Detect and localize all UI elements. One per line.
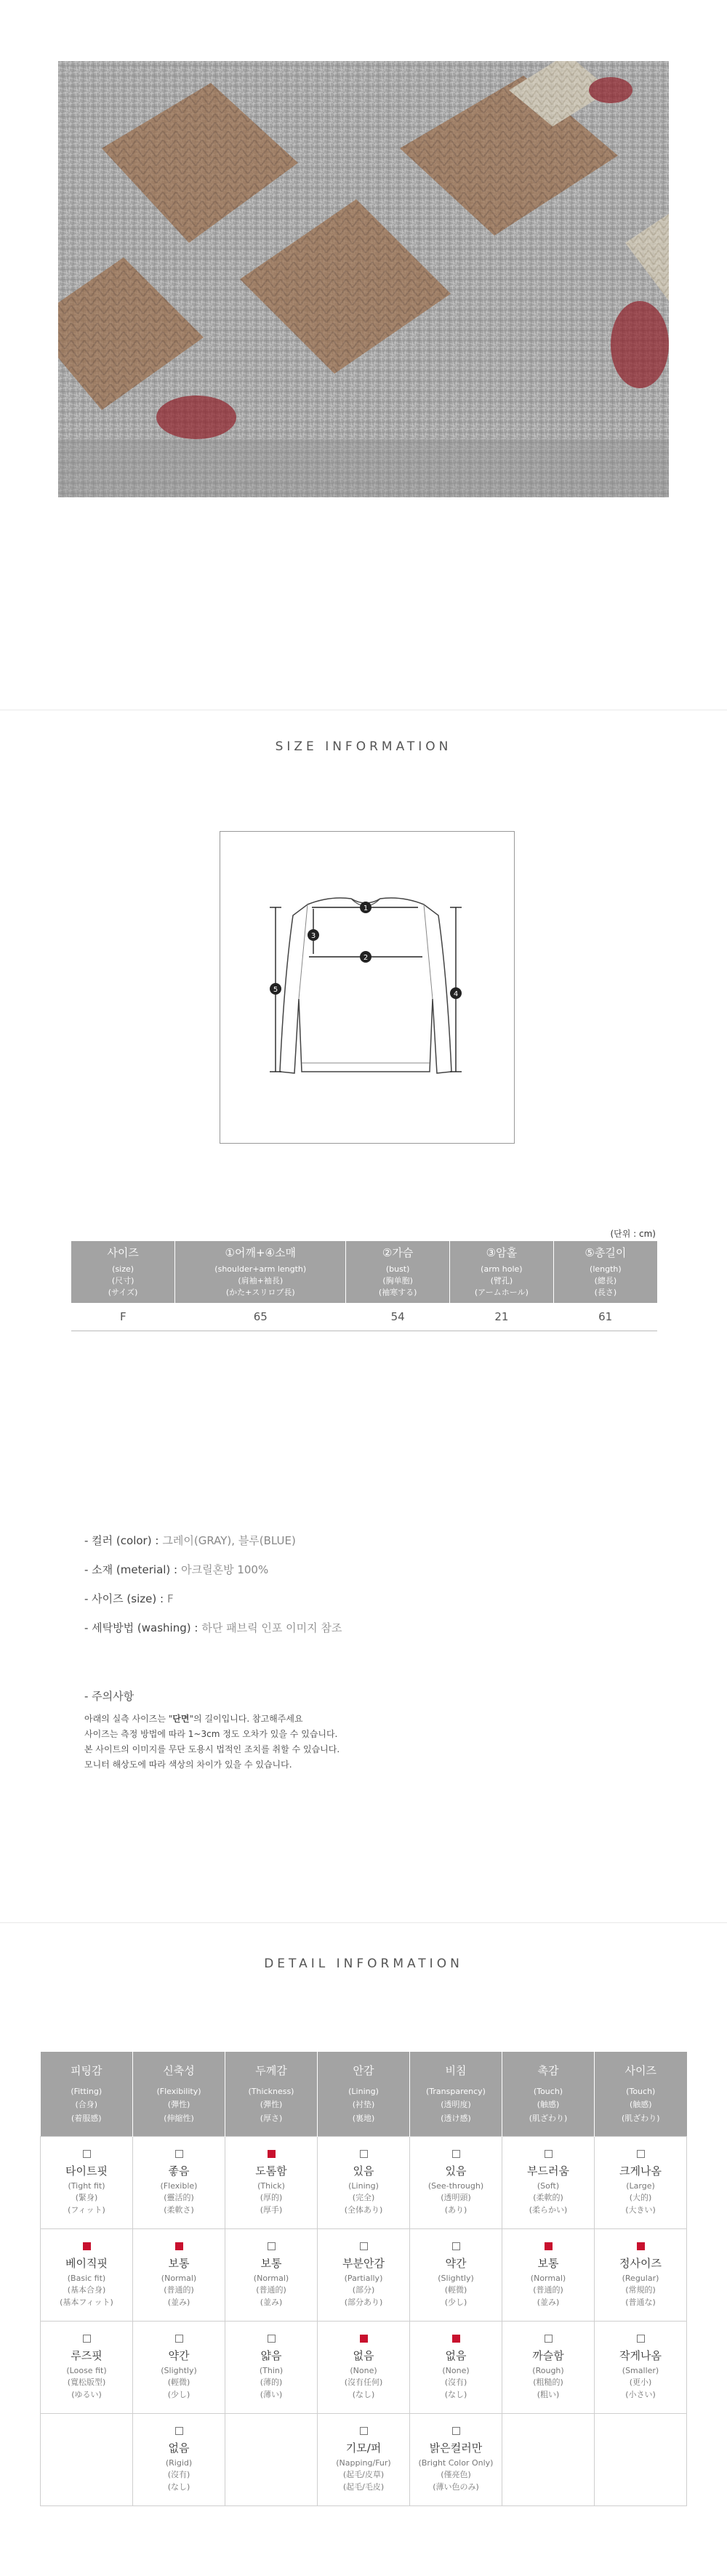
detail-cell xyxy=(595,2414,687,2506)
detail-cell xyxy=(133,2229,225,2322)
checkbox-unchecked xyxy=(83,2335,91,2343)
detail-cell xyxy=(318,2229,410,2322)
length-cell: 61 xyxy=(553,1303,657,1331)
detail-option-sub: (柔らかい) xyxy=(529,2204,568,2215)
info-size xyxy=(84,1591,342,1620)
detail-option-sub: (See-through) xyxy=(427,2180,484,2191)
detail-option-label: 도톰함 xyxy=(255,2164,287,2178)
diagram-marker-5 xyxy=(270,983,281,995)
detail-option-sub: (少し) xyxy=(167,2389,190,2399)
notice-line: 모니터 해상도에 따라 색상의 차이가 있을 수 있습니다. xyxy=(84,1760,292,1770)
detail-option-label: 없음 xyxy=(168,2441,190,2455)
detail-option-label: 없음 xyxy=(445,2348,467,2362)
detail-option-label: 부분안감 xyxy=(342,2256,385,2270)
detail-option-sub: (並み) xyxy=(260,2297,283,2307)
checkbox-unchecked xyxy=(175,2335,183,2343)
notice-line: 사이즈는 측정 방법에 따라 1~3cm 정도 오차가 있을 수 있습니다. xyxy=(84,1729,338,1739)
detail-cell xyxy=(318,2414,410,2506)
detail-option-sub: (完全) xyxy=(352,2193,375,2203)
checkbox-unchecked xyxy=(545,2150,553,2158)
detail-option-sub: (ゆるい) xyxy=(71,2389,102,2399)
info-value: 아크릴혼방 100% xyxy=(181,1563,269,1576)
info-value: 하단 패브릭 인포 이미지 참조 xyxy=(201,1621,342,1634)
detail-option-sub: (薄的) xyxy=(260,2378,283,2388)
svg-text:1: 1 xyxy=(363,904,369,912)
sweater-size-diagram xyxy=(220,831,515,1144)
size-information-title: SIZE INFORMATION xyxy=(275,739,452,754)
checkbox-unchecked xyxy=(545,2335,553,2343)
detail-option-sub: (起毛/毛皮) xyxy=(342,2481,385,2492)
table-row xyxy=(41,2137,687,2229)
detail-information-title: DETAIL INFORMATION xyxy=(264,1957,463,1971)
detail-option-sub: (Flexible) xyxy=(160,2180,198,2191)
detail-option-sub: (並み) xyxy=(537,2297,560,2307)
detail-option-sub: (大的) xyxy=(629,2193,652,2203)
detail-option-sub: (基本フィット) xyxy=(60,2297,113,2307)
detail-cell xyxy=(225,2414,318,2506)
detail-option-sub: (Loose fit) xyxy=(66,2365,107,2375)
size-table-header-row xyxy=(71,1241,657,1303)
detail-option-sub: (Thick) xyxy=(257,2180,285,2191)
size-header-shoulder-arm: ①어깨+④소매 (shoulder+arm length) (肩袖+袖長) (かた+スリロブ長) xyxy=(175,1241,346,1303)
info-value: F xyxy=(167,1592,174,1605)
checkbox-checked xyxy=(268,2150,276,2158)
product-info-list xyxy=(84,1533,342,1649)
checkbox-checked xyxy=(545,2242,553,2250)
detail-cell xyxy=(225,2229,318,2322)
detail-option-sub: (輕微) xyxy=(167,2378,190,2388)
bust-cell: 54 xyxy=(346,1303,450,1331)
detail-option-label: 약간 xyxy=(445,2256,467,2270)
detail-option-sub: (Normal) xyxy=(253,2273,289,2283)
detail-option-sub: (並み) xyxy=(167,2297,190,2307)
checkbox-unchecked xyxy=(637,2150,645,2158)
detail-option-label: 약간 xyxy=(168,2348,190,2362)
info-material xyxy=(84,1562,342,1591)
detail-option-sub: (Rigid) xyxy=(165,2457,193,2468)
checkbox-checked xyxy=(360,2335,368,2343)
detail-option-sub: (Lining) xyxy=(348,2180,379,2191)
notice-line: 아래의 실측 사이즈는 "단면"의 길이입니다. 참고해주세요 xyxy=(84,1714,303,1724)
detail-option-sub: (全体あり) xyxy=(344,2204,383,2215)
detail-option-label: 루즈핏 xyxy=(71,2348,103,2362)
detail-option-sub: (沒有) xyxy=(444,2378,467,2388)
detail-header-row xyxy=(41,2052,687,2137)
diagram-marker-1 xyxy=(360,902,371,913)
detail-cell xyxy=(41,2137,133,2229)
detail-option-label: 크게나옴 xyxy=(619,2164,662,2178)
detail-table xyxy=(40,2052,687,2506)
detail-cell xyxy=(595,2137,687,2229)
checkbox-unchecked xyxy=(360,2427,368,2435)
diagram-marker-4 xyxy=(450,987,462,999)
detail-header-touch: 촉감 (Touch) (触感) (肌ざわり) xyxy=(502,2052,595,2137)
size-table xyxy=(71,1241,657,1331)
detail-option-label: 있음 xyxy=(445,2164,467,2178)
detail-option-sub: (Normal) xyxy=(530,2273,566,2283)
detail-option-sub: (Thin) xyxy=(259,2365,284,2375)
svg-text:4: 4 xyxy=(453,990,459,998)
notice-line: 본 사이트의 이미지를 무단 도용시 법적인 조치를 취할 수 있습니다. xyxy=(84,1744,340,1754)
detail-option-sub: (粗い) xyxy=(537,2389,560,2399)
detail-table-body xyxy=(41,2137,687,2506)
detail-option-sub: (Tight fit) xyxy=(68,2180,105,2191)
detail-cell xyxy=(318,2137,410,2229)
detail-option-sub: (フィット) xyxy=(68,2204,105,2215)
detail-cell xyxy=(410,2229,502,2322)
checkbox-unchecked xyxy=(360,2150,368,2158)
detail-option-sub: (普通な) xyxy=(625,2297,656,2307)
notice-title: - 주의사항 xyxy=(84,1690,134,1703)
table-row xyxy=(71,1303,657,1331)
checkbox-unchecked xyxy=(268,2335,276,2343)
checkbox-checked xyxy=(175,2242,183,2250)
detail-option-label: 얇음 xyxy=(260,2348,282,2362)
size-header-size: 사이즈 (size) (尺寸) (サイズ) xyxy=(71,1241,175,1303)
detail-option-sub: (Normal) xyxy=(161,2273,197,2283)
detail-cell xyxy=(318,2322,410,2414)
size-header-bust: ②가슴 (bust) (胸单胞) (袖寒する) xyxy=(346,1241,450,1303)
table-row xyxy=(41,2229,687,2322)
table-row xyxy=(41,2414,687,2506)
checkbox-unchecked xyxy=(268,2242,276,2250)
section-divider xyxy=(0,1922,727,1923)
detail-option-sub: (Soft) xyxy=(537,2180,560,2191)
checkbox-unchecked xyxy=(637,2335,645,2343)
checkbox-checked xyxy=(452,2335,460,2343)
detail-option-sub: (厚手) xyxy=(260,2204,283,2215)
sweater-outline xyxy=(220,832,514,1143)
detail-cell xyxy=(502,2414,595,2506)
detail-option-label: 기모/퍼 xyxy=(345,2441,382,2455)
detail-option-label: 작게나옴 xyxy=(619,2348,662,2362)
detail-header-flexibility: 신축성 (Flexibility) (彈性) (伸縮性) xyxy=(133,2052,225,2137)
detail-option-label: 베이직핏 xyxy=(65,2256,108,2270)
checkbox-unchecked xyxy=(175,2150,183,2158)
detail-option-sub: (Large) xyxy=(626,2180,655,2191)
detail-header-fitting: 피팅감 (Fitting) (合身) (着服感) xyxy=(41,2052,133,2137)
size-cell: F xyxy=(71,1303,175,1331)
detail-cell xyxy=(133,2137,225,2229)
detail-option-sub: (普通的) xyxy=(164,2285,194,2295)
detail-option-sub: (Bright Color Only) xyxy=(418,2457,494,2468)
detail-option-label: 정사이즈 xyxy=(619,2256,662,2270)
detail-option-sub: (なし) xyxy=(167,2481,190,2492)
checkbox-unchecked xyxy=(452,2242,460,2250)
checkbox-unchecked xyxy=(360,2242,368,2250)
notice-emphasis: 단면 xyxy=(172,1714,190,1724)
detail-cell xyxy=(133,2322,225,2414)
checkbox-checked xyxy=(83,2242,91,2250)
detail-option-sub: (少し) xyxy=(444,2297,467,2307)
detail-cell xyxy=(502,2137,595,2229)
detail-option-sub: (寬松版型) xyxy=(67,2378,106,2388)
product-detail-photo xyxy=(58,61,669,497)
detail-option-sub: (輕微) xyxy=(444,2285,467,2295)
table-row xyxy=(41,2322,687,2414)
detail-option-sub: (基本合身) xyxy=(67,2285,106,2295)
detail-option-sub: (あり) xyxy=(444,2204,467,2215)
detail-option-sub: (透明頭) xyxy=(441,2193,471,2203)
detail-option-label: 없음 xyxy=(353,2348,374,2362)
detail-option-sub: (薄い色のみ) xyxy=(433,2481,479,2492)
detail-option-label: 보통 xyxy=(168,2256,190,2270)
svg-text:3: 3 xyxy=(310,932,316,940)
detail-option-sub: (柔軟さ) xyxy=(164,2204,194,2215)
info-value: 그레이(GRAY), 블루(BLUE) xyxy=(162,1534,296,1547)
detail-option-label: 보통 xyxy=(537,2256,559,2270)
detail-cell xyxy=(502,2322,595,2414)
detail-option-sub: (厚的) xyxy=(260,2193,283,2203)
detail-option-sub: (大きい) xyxy=(625,2204,656,2215)
checkbox-unchecked xyxy=(452,2150,460,2158)
knit-pattern-image xyxy=(58,61,669,497)
detail-cell xyxy=(41,2229,133,2322)
detail-option-sub: (起毛/皮草) xyxy=(342,2470,385,2480)
detail-option-sub: (なし) xyxy=(444,2389,467,2399)
detail-option-label: 부드러움 xyxy=(527,2164,569,2178)
detail-option-sub: (部分) xyxy=(352,2285,375,2295)
detail-option-sub: (Partially) xyxy=(344,2273,383,2283)
detail-cell xyxy=(225,2137,318,2229)
size-unit-label: (단위 : cm) xyxy=(610,1229,656,1239)
detail-option-sub: (普通的) xyxy=(256,2285,286,2295)
detail-cell xyxy=(595,2229,687,2322)
detail-option-sub: (常規的) xyxy=(625,2285,656,2295)
detail-header-size: 사이즈 (Touch) (触感) (肌ざわり) xyxy=(595,2052,687,2137)
detail-option-sub: (普通的) xyxy=(533,2285,563,2295)
detail-option-label: 좋음 xyxy=(168,2164,190,2178)
detail-option-sub: (Napping/Fur) xyxy=(336,2457,391,2468)
detail-cell xyxy=(41,2322,133,2414)
detail-option-label: 있음 xyxy=(353,2164,374,2178)
detail-option-sub: (Rough) xyxy=(532,2365,564,2375)
detail-option-sub: (Regular) xyxy=(622,2273,659,2283)
arm-hole-cell: 21 xyxy=(450,1303,554,1331)
detail-header-transparency: 비침 (Transparency) (透明度) (透け感) xyxy=(410,2052,502,2137)
detail-cell xyxy=(410,2414,502,2506)
detail-option-sub: (Slightly) xyxy=(161,2365,197,2375)
detail-option-label: 보통 xyxy=(260,2256,282,2270)
detail-cell xyxy=(225,2322,318,2414)
svg-text:2: 2 xyxy=(363,954,369,962)
info-color xyxy=(84,1533,342,1562)
info-label: - 사이즈 (size) : xyxy=(84,1592,164,1605)
detail-option-sub: (靈活的) xyxy=(164,2193,194,2203)
size-header-length: ⑤총길이 (length) (總長) (長さ) xyxy=(553,1241,657,1303)
notice-block xyxy=(84,1689,340,1773)
detail-option-sub: (None) xyxy=(442,2365,470,2375)
detail-option-sub: (Basic fit) xyxy=(67,2273,106,2283)
checkbox-unchecked xyxy=(175,2427,183,2435)
svg-text:5: 5 xyxy=(273,986,278,994)
detail-option-sub: (緊身) xyxy=(75,2193,98,2203)
detail-option-sub: (薄い) xyxy=(260,2389,283,2399)
detail-option-sub: (僅亮色) xyxy=(441,2470,471,2480)
detail-header-thickness: 두께감 (Thickness) (彈性) (厚さ) xyxy=(225,2052,318,2137)
detail-option-sub: (沒有) xyxy=(167,2470,190,2480)
detail-option-sub: (Slightly) xyxy=(438,2273,474,2283)
detail-option-sub: (None) xyxy=(350,2365,377,2375)
detail-cell xyxy=(410,2322,502,2414)
size-header-arm-hole: ③암홀 (arm hole) (臂孔) (アームホール) xyxy=(450,1241,554,1303)
detail-option-sub: (粗糙的) xyxy=(533,2378,563,2388)
diagram-marker-3 xyxy=(308,929,319,941)
detail-option-sub: (なし) xyxy=(352,2389,375,2399)
detail-cell xyxy=(133,2414,225,2506)
detail-option-sub: (Smaller) xyxy=(622,2365,659,2375)
detail-option-sub: (柔軟的) xyxy=(533,2193,563,2203)
checkbox-unchecked xyxy=(452,2427,460,2435)
info-label: - 소재 (meterial) : xyxy=(84,1563,178,1576)
detail-cell xyxy=(502,2229,595,2322)
detail-cell xyxy=(595,2322,687,2414)
detail-option-label: 밝은컬러만 xyxy=(429,2441,483,2455)
info-label: - 세탁방법 (washing) : xyxy=(84,1621,198,1634)
info-washing xyxy=(84,1620,342,1649)
detail-option-sub: (沒有任何) xyxy=(344,2378,383,2388)
detail-option-label: 까슬함 xyxy=(532,2348,564,2362)
detail-option-sub: (部分あり) xyxy=(344,2297,383,2307)
checkbox-checked xyxy=(637,2242,645,2250)
detail-header-lining: 안감 (Lining) (衬垫) (裏地) xyxy=(318,2052,410,2137)
checkbox-unchecked xyxy=(83,2150,91,2158)
detail-option-label: 타이트핏 xyxy=(65,2164,108,2178)
detail-option-sub: (小さい) xyxy=(625,2389,656,2399)
diagram-marker-2 xyxy=(360,951,371,963)
detail-option-sub: (更小) xyxy=(629,2378,652,2388)
info-label: - 컬러 (color) : xyxy=(84,1534,159,1547)
shoulder-arm-cell: 65 xyxy=(175,1303,346,1331)
detail-cell xyxy=(410,2137,502,2229)
detail-cell xyxy=(41,2414,133,2506)
